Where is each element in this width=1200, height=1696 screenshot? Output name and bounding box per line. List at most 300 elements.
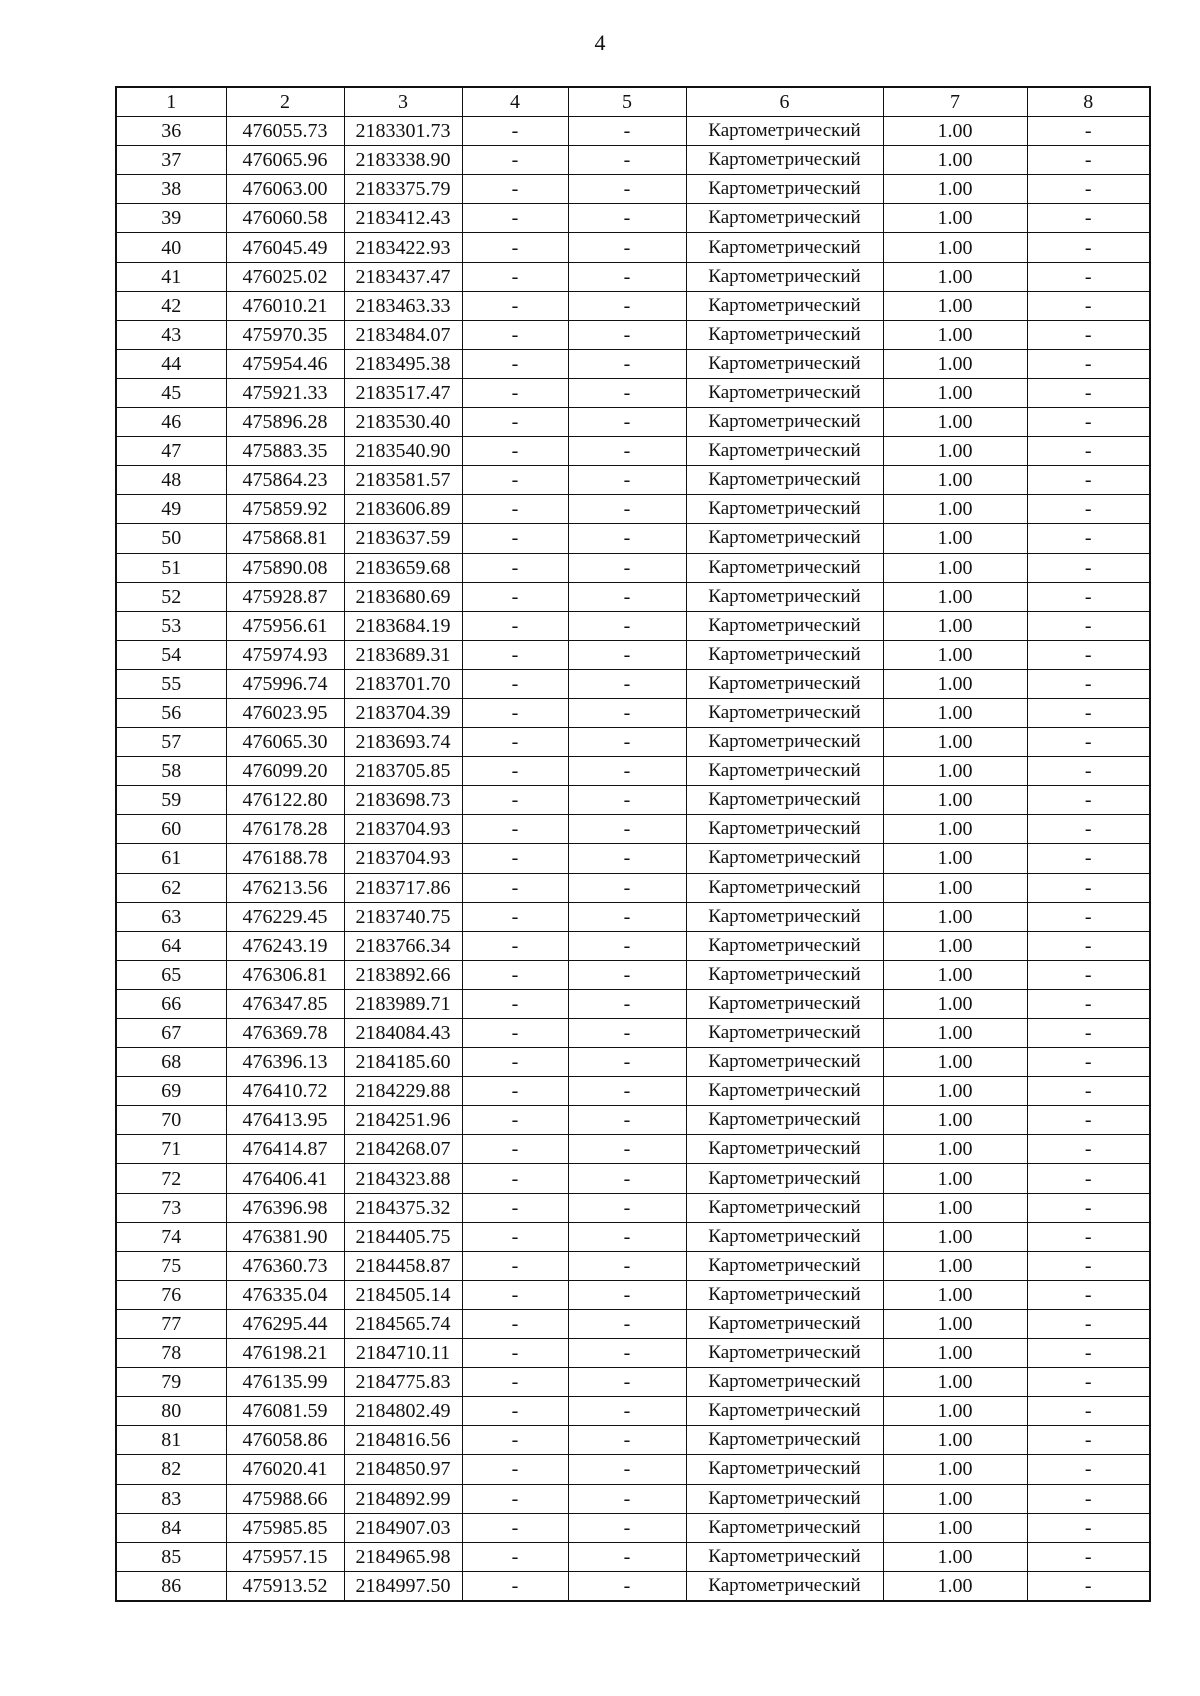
accuracy-cell: 1.00 bbox=[883, 1135, 1027, 1164]
y-coordinate-cell: 2183689.31 bbox=[344, 640, 462, 669]
point-number-cell: 50 bbox=[116, 524, 226, 553]
column-4-cell: - bbox=[462, 844, 568, 873]
table-row bbox=[116, 1222, 1150, 1251]
table-row bbox=[116, 175, 1150, 204]
column-4-cell: - bbox=[462, 960, 568, 989]
accuracy-cell: 1.00 bbox=[883, 582, 1027, 611]
column-8-cell: - bbox=[1027, 1397, 1150, 1426]
x-coordinate-cell: 475883.35 bbox=[226, 437, 344, 466]
method-cell: Картометрический bbox=[686, 1106, 883, 1135]
column-5-cell: - bbox=[568, 669, 686, 698]
y-coordinate-cell: 2183740.75 bbox=[344, 902, 462, 931]
method-cell: Картометрический bbox=[686, 378, 883, 407]
accuracy-cell: 1.00 bbox=[883, 1309, 1027, 1338]
method-cell: Картометрический bbox=[686, 1164, 883, 1193]
y-coordinate-cell: 2184965.98 bbox=[344, 1542, 462, 1571]
accuracy-cell: 1.00 bbox=[883, 495, 1027, 524]
method-cell: Картометрический bbox=[686, 1397, 883, 1426]
point-number-cell: 44 bbox=[116, 349, 226, 378]
column-5-cell: - bbox=[568, 1193, 686, 1222]
column-4-cell: - bbox=[462, 582, 568, 611]
column-4-cell: - bbox=[462, 349, 568, 378]
column-5-cell: - bbox=[568, 495, 686, 524]
y-coordinate-cell: 2183693.74 bbox=[344, 728, 462, 757]
x-coordinate-cell: 476396.13 bbox=[226, 1048, 344, 1077]
table-row bbox=[116, 1309, 1150, 1338]
y-coordinate-cell: 2183684.19 bbox=[344, 611, 462, 640]
table-row bbox=[116, 669, 1150, 698]
table-row bbox=[116, 786, 1150, 815]
y-coordinate-cell: 2184323.88 bbox=[344, 1164, 462, 1193]
accuracy-cell: 1.00 bbox=[883, 1077, 1027, 1106]
point-number-cell: 79 bbox=[116, 1368, 226, 1397]
column-8-cell: - bbox=[1027, 1309, 1150, 1338]
table-row bbox=[116, 408, 1150, 437]
x-coordinate-cell: 476025.02 bbox=[226, 262, 344, 291]
point-number-cell: 72 bbox=[116, 1164, 226, 1193]
x-coordinate-cell: 476335.04 bbox=[226, 1280, 344, 1309]
column-8-cell: - bbox=[1027, 931, 1150, 960]
method-cell: Картометрический bbox=[686, 1513, 883, 1542]
method-cell: Картометрический bbox=[686, 553, 883, 582]
y-coordinate-cell: 2183704.39 bbox=[344, 698, 462, 727]
column-8-cell: - bbox=[1027, 320, 1150, 349]
y-coordinate-cell: 2183412.43 bbox=[344, 204, 462, 233]
x-coordinate-cell: 476010.21 bbox=[226, 291, 344, 320]
column-5-cell: - bbox=[568, 640, 686, 669]
x-coordinate-cell: 475956.61 bbox=[226, 611, 344, 640]
x-coordinate-cell: 476135.99 bbox=[226, 1368, 344, 1397]
accuracy-cell: 1.00 bbox=[883, 611, 1027, 640]
y-coordinate-cell: 2183422.93 bbox=[344, 233, 462, 262]
x-coordinate-cell: 476213.56 bbox=[226, 873, 344, 902]
x-coordinate-cell: 476063.00 bbox=[226, 175, 344, 204]
column-5-cell: - bbox=[568, 786, 686, 815]
column-5-cell: - bbox=[568, 204, 686, 233]
y-coordinate-cell: 2183437.47 bbox=[344, 262, 462, 291]
point-number-cell: 53 bbox=[116, 611, 226, 640]
y-coordinate-cell: 2183375.79 bbox=[344, 175, 462, 204]
y-coordinate-cell: 2184997.50 bbox=[344, 1571, 462, 1601]
column-5-cell: - bbox=[568, 146, 686, 175]
accuracy-cell: 1.00 bbox=[883, 1193, 1027, 1222]
table-row bbox=[116, 1280, 1150, 1309]
y-coordinate-cell: 2183338.90 bbox=[344, 146, 462, 175]
column-4-cell: - bbox=[462, 117, 568, 146]
accuracy-cell: 1.00 bbox=[883, 437, 1027, 466]
method-cell: Картометрический bbox=[686, 1280, 883, 1309]
column-4-cell: - bbox=[462, 1280, 568, 1309]
accuracy-cell: 1.00 bbox=[883, 844, 1027, 873]
column-4-cell: - bbox=[462, 495, 568, 524]
header-row bbox=[116, 87, 1150, 117]
method-cell: Картометрический bbox=[686, 786, 883, 815]
accuracy-cell: 1.00 bbox=[883, 1222, 1027, 1251]
table-row bbox=[116, 844, 1150, 873]
accuracy-cell: 1.00 bbox=[883, 1513, 1027, 1542]
column-4-cell: - bbox=[462, 1455, 568, 1484]
column-8-cell: - bbox=[1027, 815, 1150, 844]
column-5-cell: - bbox=[568, 873, 686, 902]
column-8-cell: - bbox=[1027, 1048, 1150, 1077]
point-number-cell: 51 bbox=[116, 553, 226, 582]
method-cell: Картометрический bbox=[686, 728, 883, 757]
table-row bbox=[116, 262, 1150, 291]
column-8-cell: - bbox=[1027, 1019, 1150, 1048]
x-coordinate-cell: 476406.41 bbox=[226, 1164, 344, 1193]
table-row bbox=[116, 1426, 1150, 1455]
table-row bbox=[116, 1106, 1150, 1135]
accuracy-cell: 1.00 bbox=[883, 146, 1027, 175]
x-coordinate-cell: 476414.87 bbox=[226, 1135, 344, 1164]
x-coordinate-cell: 476065.96 bbox=[226, 146, 344, 175]
x-coordinate-cell: 475921.33 bbox=[226, 378, 344, 407]
column-8-cell: - bbox=[1027, 786, 1150, 815]
column-5-cell: - bbox=[568, 1339, 686, 1368]
y-coordinate-cell: 2183301.73 bbox=[344, 117, 462, 146]
method-cell: Картометрический bbox=[686, 175, 883, 204]
column-4-cell: - bbox=[462, 640, 568, 669]
column-8-cell: - bbox=[1027, 437, 1150, 466]
y-coordinate-cell: 2184565.74 bbox=[344, 1309, 462, 1338]
y-coordinate-cell: 2183766.34 bbox=[344, 931, 462, 960]
point-number-cell: 39 bbox=[116, 204, 226, 233]
column-5-cell: - bbox=[568, 175, 686, 204]
point-number-cell: 40 bbox=[116, 233, 226, 262]
column-8-cell: - bbox=[1027, 524, 1150, 553]
point-number-cell: 85 bbox=[116, 1542, 226, 1571]
table-row bbox=[116, 349, 1150, 378]
column-5-cell: - bbox=[568, 1106, 686, 1135]
point-number-cell: 63 bbox=[116, 902, 226, 931]
y-coordinate-cell: 2184458.87 bbox=[344, 1251, 462, 1280]
column-5-cell: - bbox=[568, 1571, 686, 1601]
column-5-cell: - bbox=[568, 378, 686, 407]
column-4-cell: - bbox=[462, 524, 568, 553]
accuracy-cell: 1.00 bbox=[883, 378, 1027, 407]
column-4-cell: - bbox=[462, 757, 568, 786]
x-coordinate-cell: 475970.35 bbox=[226, 320, 344, 349]
accuracy-cell: 1.00 bbox=[883, 1048, 1027, 1077]
column-8-cell: - bbox=[1027, 1251, 1150, 1280]
accuracy-cell: 1.00 bbox=[883, 524, 1027, 553]
x-coordinate-cell: 476023.95 bbox=[226, 698, 344, 727]
accuracy-cell: 1.00 bbox=[883, 233, 1027, 262]
table-row bbox=[116, 989, 1150, 1018]
column-8-cell: - bbox=[1027, 117, 1150, 146]
column-8-cell: - bbox=[1027, 698, 1150, 727]
accuracy-cell: 1.00 bbox=[883, 757, 1027, 786]
table-row bbox=[116, 1339, 1150, 1368]
y-coordinate-cell: 2183540.90 bbox=[344, 437, 462, 466]
x-coordinate-cell: 476058.86 bbox=[226, 1426, 344, 1455]
column-5-cell: - bbox=[568, 1542, 686, 1571]
y-coordinate-cell: 2184405.75 bbox=[344, 1222, 462, 1251]
coordinates-table bbox=[115, 86, 1151, 1602]
point-number-cell: 84 bbox=[116, 1513, 226, 1542]
method-cell: Картометрический bbox=[686, 233, 883, 262]
column-5-cell: - bbox=[568, 1164, 686, 1193]
column-4-cell: - bbox=[462, 291, 568, 320]
method-cell: Картометрический bbox=[686, 582, 883, 611]
accuracy-cell: 1.00 bbox=[883, 728, 1027, 757]
table-row bbox=[116, 1571, 1150, 1601]
column-5-cell: - bbox=[568, 1280, 686, 1309]
y-coordinate-cell: 2184084.43 bbox=[344, 1019, 462, 1048]
column-header: 8 bbox=[1027, 87, 1150, 117]
table-row bbox=[116, 1077, 1150, 1106]
accuracy-cell: 1.00 bbox=[883, 320, 1027, 349]
column-8-cell: - bbox=[1027, 378, 1150, 407]
column-5-cell: - bbox=[568, 553, 686, 582]
x-coordinate-cell: 476396.98 bbox=[226, 1193, 344, 1222]
column-5-cell: - bbox=[568, 931, 686, 960]
method-cell: Картометрический bbox=[686, 1368, 883, 1397]
point-number-cell: 54 bbox=[116, 640, 226, 669]
x-coordinate-cell: 475890.08 bbox=[226, 553, 344, 582]
column-5-cell: - bbox=[568, 989, 686, 1018]
x-coordinate-cell: 476020.41 bbox=[226, 1455, 344, 1484]
y-coordinate-cell: 2183680.69 bbox=[344, 582, 462, 611]
table-row bbox=[116, 1368, 1150, 1397]
table-row bbox=[116, 1048, 1150, 1077]
column-4-cell: - bbox=[462, 728, 568, 757]
method-cell: Картометрический bbox=[686, 611, 883, 640]
method-cell: Картометрический bbox=[686, 262, 883, 291]
y-coordinate-cell: 2183704.93 bbox=[344, 815, 462, 844]
column-4-cell: - bbox=[462, 1397, 568, 1426]
table-row bbox=[116, 1455, 1150, 1484]
column-5-cell: - bbox=[568, 1222, 686, 1251]
method-cell: Картометрический bbox=[686, 844, 883, 873]
accuracy-cell: 1.00 bbox=[883, 1019, 1027, 1048]
table-row bbox=[116, 291, 1150, 320]
accuracy-cell: 1.00 bbox=[883, 815, 1027, 844]
column-4-cell: - bbox=[462, 873, 568, 902]
table-row bbox=[116, 611, 1150, 640]
y-coordinate-cell: 2183659.68 bbox=[344, 553, 462, 582]
point-number-cell: 76 bbox=[116, 1280, 226, 1309]
x-coordinate-cell: 475868.81 bbox=[226, 524, 344, 553]
accuracy-cell: 1.00 bbox=[883, 117, 1027, 146]
table-row bbox=[116, 117, 1150, 146]
y-coordinate-cell: 2183606.89 bbox=[344, 495, 462, 524]
accuracy-cell: 1.00 bbox=[883, 669, 1027, 698]
column-5-cell: - bbox=[568, 960, 686, 989]
table-row bbox=[116, 902, 1150, 931]
point-number-cell: 46 bbox=[116, 408, 226, 437]
table-row bbox=[116, 640, 1150, 669]
x-coordinate-cell: 475957.15 bbox=[226, 1542, 344, 1571]
point-number-cell: 56 bbox=[116, 698, 226, 727]
column-8-cell: - bbox=[1027, 989, 1150, 1018]
point-number-cell: 67 bbox=[116, 1019, 226, 1048]
x-coordinate-cell: 476099.20 bbox=[226, 757, 344, 786]
x-coordinate-cell: 476081.59 bbox=[226, 1397, 344, 1426]
column-header: 6 bbox=[686, 87, 883, 117]
y-coordinate-cell: 2183717.86 bbox=[344, 873, 462, 902]
column-4-cell: - bbox=[462, 466, 568, 495]
column-5-cell: - bbox=[568, 757, 686, 786]
point-number-cell: 60 bbox=[116, 815, 226, 844]
column-5-cell: - bbox=[568, 698, 686, 727]
method-cell: Картометрический bbox=[686, 291, 883, 320]
column-4-cell: - bbox=[462, 408, 568, 437]
y-coordinate-cell: 2184892.99 bbox=[344, 1484, 462, 1513]
x-coordinate-cell: 476381.90 bbox=[226, 1222, 344, 1251]
point-number-cell: 59 bbox=[116, 786, 226, 815]
x-coordinate-cell: 476295.44 bbox=[226, 1309, 344, 1338]
column-header: 7 bbox=[883, 87, 1027, 117]
column-8-cell: - bbox=[1027, 1077, 1150, 1106]
accuracy-cell: 1.00 bbox=[883, 1542, 1027, 1571]
x-coordinate-cell: 476055.73 bbox=[226, 117, 344, 146]
x-coordinate-cell: 476045.49 bbox=[226, 233, 344, 262]
y-coordinate-cell: 2184251.96 bbox=[344, 1106, 462, 1135]
column-5-cell: - bbox=[568, 1251, 686, 1280]
column-8-cell: - bbox=[1027, 582, 1150, 611]
x-coordinate-cell: 476065.30 bbox=[226, 728, 344, 757]
method-cell: Картометрический bbox=[686, 1571, 883, 1601]
column-5-cell: - bbox=[568, 117, 686, 146]
x-coordinate-cell: 475954.46 bbox=[226, 349, 344, 378]
y-coordinate-cell: 2184375.32 bbox=[344, 1193, 462, 1222]
column-8-cell: - bbox=[1027, 466, 1150, 495]
method-cell: Картометрический bbox=[686, 1484, 883, 1513]
column-4-cell: - bbox=[462, 553, 568, 582]
column-8-cell: - bbox=[1027, 1135, 1150, 1164]
column-4-cell: - bbox=[462, 204, 568, 233]
point-number-cell: 86 bbox=[116, 1571, 226, 1601]
column-5-cell: - bbox=[568, 902, 686, 931]
y-coordinate-cell: 2184185.60 bbox=[344, 1048, 462, 1077]
y-coordinate-cell: 2183463.33 bbox=[344, 291, 462, 320]
column-4-cell: - bbox=[462, 698, 568, 727]
y-coordinate-cell: 2183704.93 bbox=[344, 844, 462, 873]
x-coordinate-cell: 476413.95 bbox=[226, 1106, 344, 1135]
column-5-cell: - bbox=[568, 815, 686, 844]
point-number-cell: 57 bbox=[116, 728, 226, 757]
column-4-cell: - bbox=[462, 1542, 568, 1571]
method-cell: Картометрический bbox=[686, 1251, 883, 1280]
column-8-cell: - bbox=[1027, 262, 1150, 291]
y-coordinate-cell: 2184775.83 bbox=[344, 1368, 462, 1397]
column-4-cell: - bbox=[462, 669, 568, 698]
method-cell: Картометрический bbox=[686, 204, 883, 233]
accuracy-cell: 1.00 bbox=[883, 1251, 1027, 1280]
point-number-cell: 78 bbox=[116, 1339, 226, 1368]
method-cell: Картометрический bbox=[686, 146, 883, 175]
column-4-cell: - bbox=[462, 1222, 568, 1251]
column-4-cell: - bbox=[462, 1019, 568, 1048]
x-coordinate-cell: 476122.80 bbox=[226, 786, 344, 815]
x-coordinate-cell: 476060.58 bbox=[226, 204, 344, 233]
column-4-cell: - bbox=[462, 1048, 568, 1077]
point-number-cell: 82 bbox=[116, 1455, 226, 1484]
column-4-cell: - bbox=[462, 1484, 568, 1513]
column-4-cell: - bbox=[462, 1077, 568, 1106]
point-number-cell: 49 bbox=[116, 495, 226, 524]
column-5-cell: - bbox=[568, 524, 686, 553]
point-number-cell: 41 bbox=[116, 262, 226, 291]
point-number-cell: 81 bbox=[116, 1426, 226, 1455]
x-coordinate-cell: 475864.23 bbox=[226, 466, 344, 495]
method-cell: Картометрический bbox=[686, 873, 883, 902]
method-cell: Картометрический bbox=[686, 1077, 883, 1106]
y-coordinate-cell: 2184850.97 bbox=[344, 1455, 462, 1484]
y-coordinate-cell: 2184268.07 bbox=[344, 1135, 462, 1164]
column-5-cell: - bbox=[568, 1455, 686, 1484]
column-8-cell: - bbox=[1027, 1455, 1150, 1484]
point-number-cell: 70 bbox=[116, 1106, 226, 1135]
column-4-cell: - bbox=[462, 902, 568, 931]
point-number-cell: 64 bbox=[116, 931, 226, 960]
method-cell: Картометрический bbox=[686, 1309, 883, 1338]
column-8-cell: - bbox=[1027, 669, 1150, 698]
accuracy-cell: 1.00 bbox=[883, 1106, 1027, 1135]
method-cell: Картометрический bbox=[686, 466, 883, 495]
column-8-cell: - bbox=[1027, 291, 1150, 320]
table-row bbox=[116, 815, 1150, 844]
column-5-cell: - bbox=[568, 233, 686, 262]
x-coordinate-cell: 475913.52 bbox=[226, 1571, 344, 1601]
accuracy-cell: 1.00 bbox=[883, 640, 1027, 669]
table-row bbox=[116, 1513, 1150, 1542]
column-8-cell: - bbox=[1027, 1106, 1150, 1135]
point-number-cell: 75 bbox=[116, 1251, 226, 1280]
accuracy-cell: 1.00 bbox=[883, 553, 1027, 582]
column-5-cell: - bbox=[568, 1368, 686, 1397]
accuracy-cell: 1.00 bbox=[883, 1571, 1027, 1601]
point-number-cell: 68 bbox=[116, 1048, 226, 1077]
method-cell: Картометрический bbox=[686, 495, 883, 524]
x-coordinate-cell: 475974.93 bbox=[226, 640, 344, 669]
column-4-cell: - bbox=[462, 815, 568, 844]
table-row bbox=[116, 582, 1150, 611]
point-number-cell: 43 bbox=[116, 320, 226, 349]
method-cell: Картометрический bbox=[686, 1222, 883, 1251]
column-8-cell: - bbox=[1027, 1426, 1150, 1455]
column-5-cell: - bbox=[568, 1426, 686, 1455]
table-row bbox=[116, 233, 1150, 262]
column-4-cell: - bbox=[462, 1135, 568, 1164]
x-coordinate-cell: 476188.78 bbox=[226, 844, 344, 873]
column-8-cell: - bbox=[1027, 349, 1150, 378]
method-cell: Картометрический bbox=[686, 1542, 883, 1571]
table-row bbox=[116, 466, 1150, 495]
column-4-cell: - bbox=[462, 786, 568, 815]
column-4-cell: - bbox=[462, 1368, 568, 1397]
table-row bbox=[116, 1542, 1150, 1571]
column-5-cell: - bbox=[568, 466, 686, 495]
method-cell: Картометрический bbox=[686, 902, 883, 931]
column-8-cell: - bbox=[1027, 728, 1150, 757]
column-5-cell: - bbox=[568, 262, 686, 291]
x-coordinate-cell: 476306.81 bbox=[226, 960, 344, 989]
y-coordinate-cell: 2183701.70 bbox=[344, 669, 462, 698]
accuracy-cell: 1.00 bbox=[883, 262, 1027, 291]
accuracy-cell: 1.00 bbox=[883, 989, 1027, 1018]
point-number-cell: 66 bbox=[116, 989, 226, 1018]
column-8-cell: - bbox=[1027, 873, 1150, 902]
column-4-cell: - bbox=[462, 262, 568, 291]
x-coordinate-cell: 476229.45 bbox=[226, 902, 344, 931]
method-cell: Картометрический bbox=[686, 1019, 883, 1048]
column-4-cell: - bbox=[462, 1513, 568, 1542]
column-8-cell: - bbox=[1027, 960, 1150, 989]
point-number-cell: 65 bbox=[116, 960, 226, 989]
accuracy-cell: 1.00 bbox=[883, 1339, 1027, 1368]
